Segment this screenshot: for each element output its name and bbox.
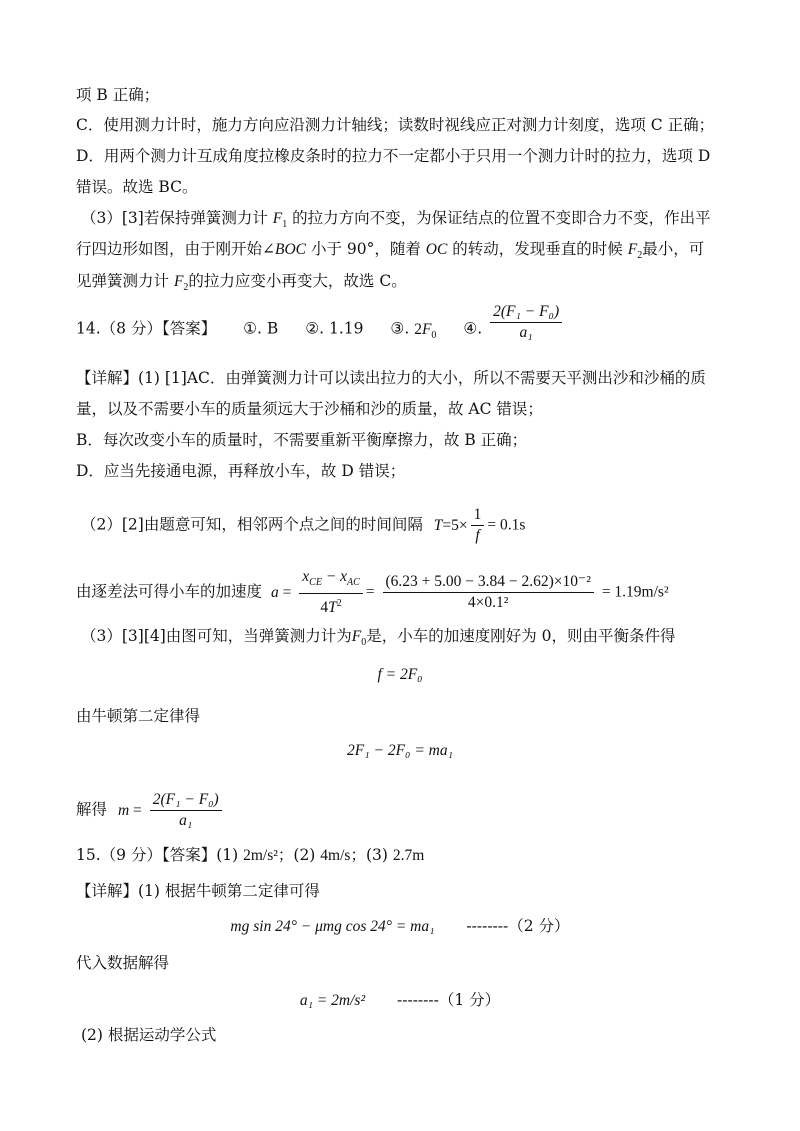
equation: = 1.19m/s²	[601, 583, 669, 601]
equation-line	[0, 989, 800, 1012]
symbol: T=5×	[433, 516, 468, 534]
text: 的拉力应变小再变大，故选 C。	[188, 272, 407, 290]
equation: = 0.1s	[487, 516, 526, 534]
symbol: $F_1$	[272, 210, 288, 231]
text: ；(3)	[350, 846, 388, 864]
text-line: 错误。故选 BC。	[76, 178, 198, 196]
numerator: 1	[471, 505, 485, 526]
denominator: a₁	[179, 812, 193, 829]
text: 14.（8 分）【答案】	[76, 319, 217, 338]
fraction	[299, 567, 363, 618]
text-line: C．使用测力计时，施力方向应沿测力计轴线；读数时视线应正对测力计刻度，选项 C 正确；	[76, 116, 715, 134]
symbol: $2F_0$	[414, 320, 437, 341]
symbol: $F_2$	[627, 241, 643, 262]
numerator: (6.23 + 5.00 − 3.84 − 2.62)×10⁻²	[383, 572, 594, 593]
equation: mg sin 24° − μmg cos 24° = ma₁	[230, 918, 435, 935]
numerator: 2(F₁ − F₀)	[490, 302, 562, 323]
text-line: D．用两个测力计互成角度拉橡皮条时的拉力不一定都小于只用一个测力计时的拉力，选项 D	[76, 147, 711, 165]
answer-3: ③.	[390, 319, 410, 338]
text-line: 量，以及不需要小车的质量须远大于沙桶和沙的质量，故 AC 错误；	[76, 400, 543, 418]
equation: f = 2F₀	[377, 666, 423, 683]
text: （2）[2]由题意可知，相邻两个点之间的时间间隔	[81, 515, 423, 534]
numerator: 2(F₁ − F₀)	[150, 790, 222, 811]
text-line: 由牛顿第二定律得	[76, 707, 201, 725]
text-line: 项 B 正确；	[76, 86, 160, 104]
text: 行四边形如图，由于刚开始∠	[76, 240, 275, 258]
text-line: D．应当先接通电源，再释放小车，故 D 错误；	[76, 462, 406, 480]
equals-sign: =	[365, 583, 375, 601]
text-line: 代入数据解得	[76, 954, 170, 972]
denominator: f	[475, 527, 480, 544]
symbol: a =	[270, 583, 292, 601]
text-line: 【详解】(1) 根据牛顿第二定律可得	[76, 882, 320, 900]
text-line: B．每次改变小车的质量时，不需要重新平衡摩擦力，故 B 正确；	[76, 431, 528, 449]
equation: a₁ = 2m/s²	[299, 992, 366, 1009]
text: 见弹簧测力计	[76, 272, 170, 290]
score-mark: --------（2 分）	[466, 917, 570, 935]
text-line	[76, 238, 704, 267]
denominator: a₁	[519, 324, 533, 341]
answer-1: 2m/s²	[243, 847, 278, 864]
text-line: 【详解】(1) [1]AC．由弹簧测力计可以读出拉力的大小，所以不需要天平测出沙和沙桶的质	[76, 369, 706, 387]
equation: 2F₁ − 2F₀ = ma₁	[347, 742, 453, 759]
text: （3）[3][4]由图可知，当弹簧测力计为	[81, 627, 352, 645]
symbol: $F_2$	[173, 273, 189, 294]
fraction	[490, 302, 562, 343]
symbol: OC	[425, 241, 448, 258]
text-line	[76, 567, 669, 618]
question-15-header	[76, 844, 424, 867]
equation-line	[0, 915, 800, 938]
text-line	[81, 207, 711, 236]
text: 15.（9 分）【答案】(1)	[76, 846, 239, 864]
numerator: $x_{CE} - x_{AC}$	[299, 567, 363, 594]
symbol: m =	[117, 801, 142, 819]
text: 是，小车的加速度刚好为 0，则由平衡条件得	[366, 627, 676, 645]
fraction	[471, 505, 485, 546]
question-14-header	[76, 303, 565, 347]
text: （3）[3]若保持弹簧测力计	[81, 209, 268, 227]
text-line	[76, 270, 407, 299]
fraction	[150, 790, 222, 831]
fraction	[383, 572, 594, 613]
text: 小于 90°，随着	[310, 240, 421, 258]
text: 的拉力方向不变，为保证结点的位置不变即合力不变，作出平	[292, 209, 711, 227]
symbol: $F_0$	[351, 628, 367, 649]
score-mark: --------（1 分）	[396, 991, 501, 1009]
text-line: (2) 根据运动学公式	[81, 1026, 217, 1044]
text: 由逐差法可得小车的加速度	[76, 582, 263, 601]
symbol: BOC	[275, 241, 306, 258]
denominator: 4×0.1²	[467, 594, 509, 612]
text-line	[81, 625, 676, 654]
answer-4: ④.	[463, 319, 483, 338]
text-line	[81, 505, 525, 546]
text: 的转动，发现垂直的时候	[452, 240, 623, 258]
text: ；(2)	[277, 846, 316, 864]
text: 解得	[76, 800, 108, 819]
text: 最小，可	[642, 240, 705, 258]
answer-2: 4m/s	[320, 847, 351, 864]
answer-2: ②. 1.19	[305, 319, 364, 338]
denominator: $4T^2$	[320, 598, 342, 617]
answer-1: ①. B	[243, 319, 279, 338]
text-line	[76, 790, 225, 831]
answer-3: 2.7m	[392, 847, 425, 864]
